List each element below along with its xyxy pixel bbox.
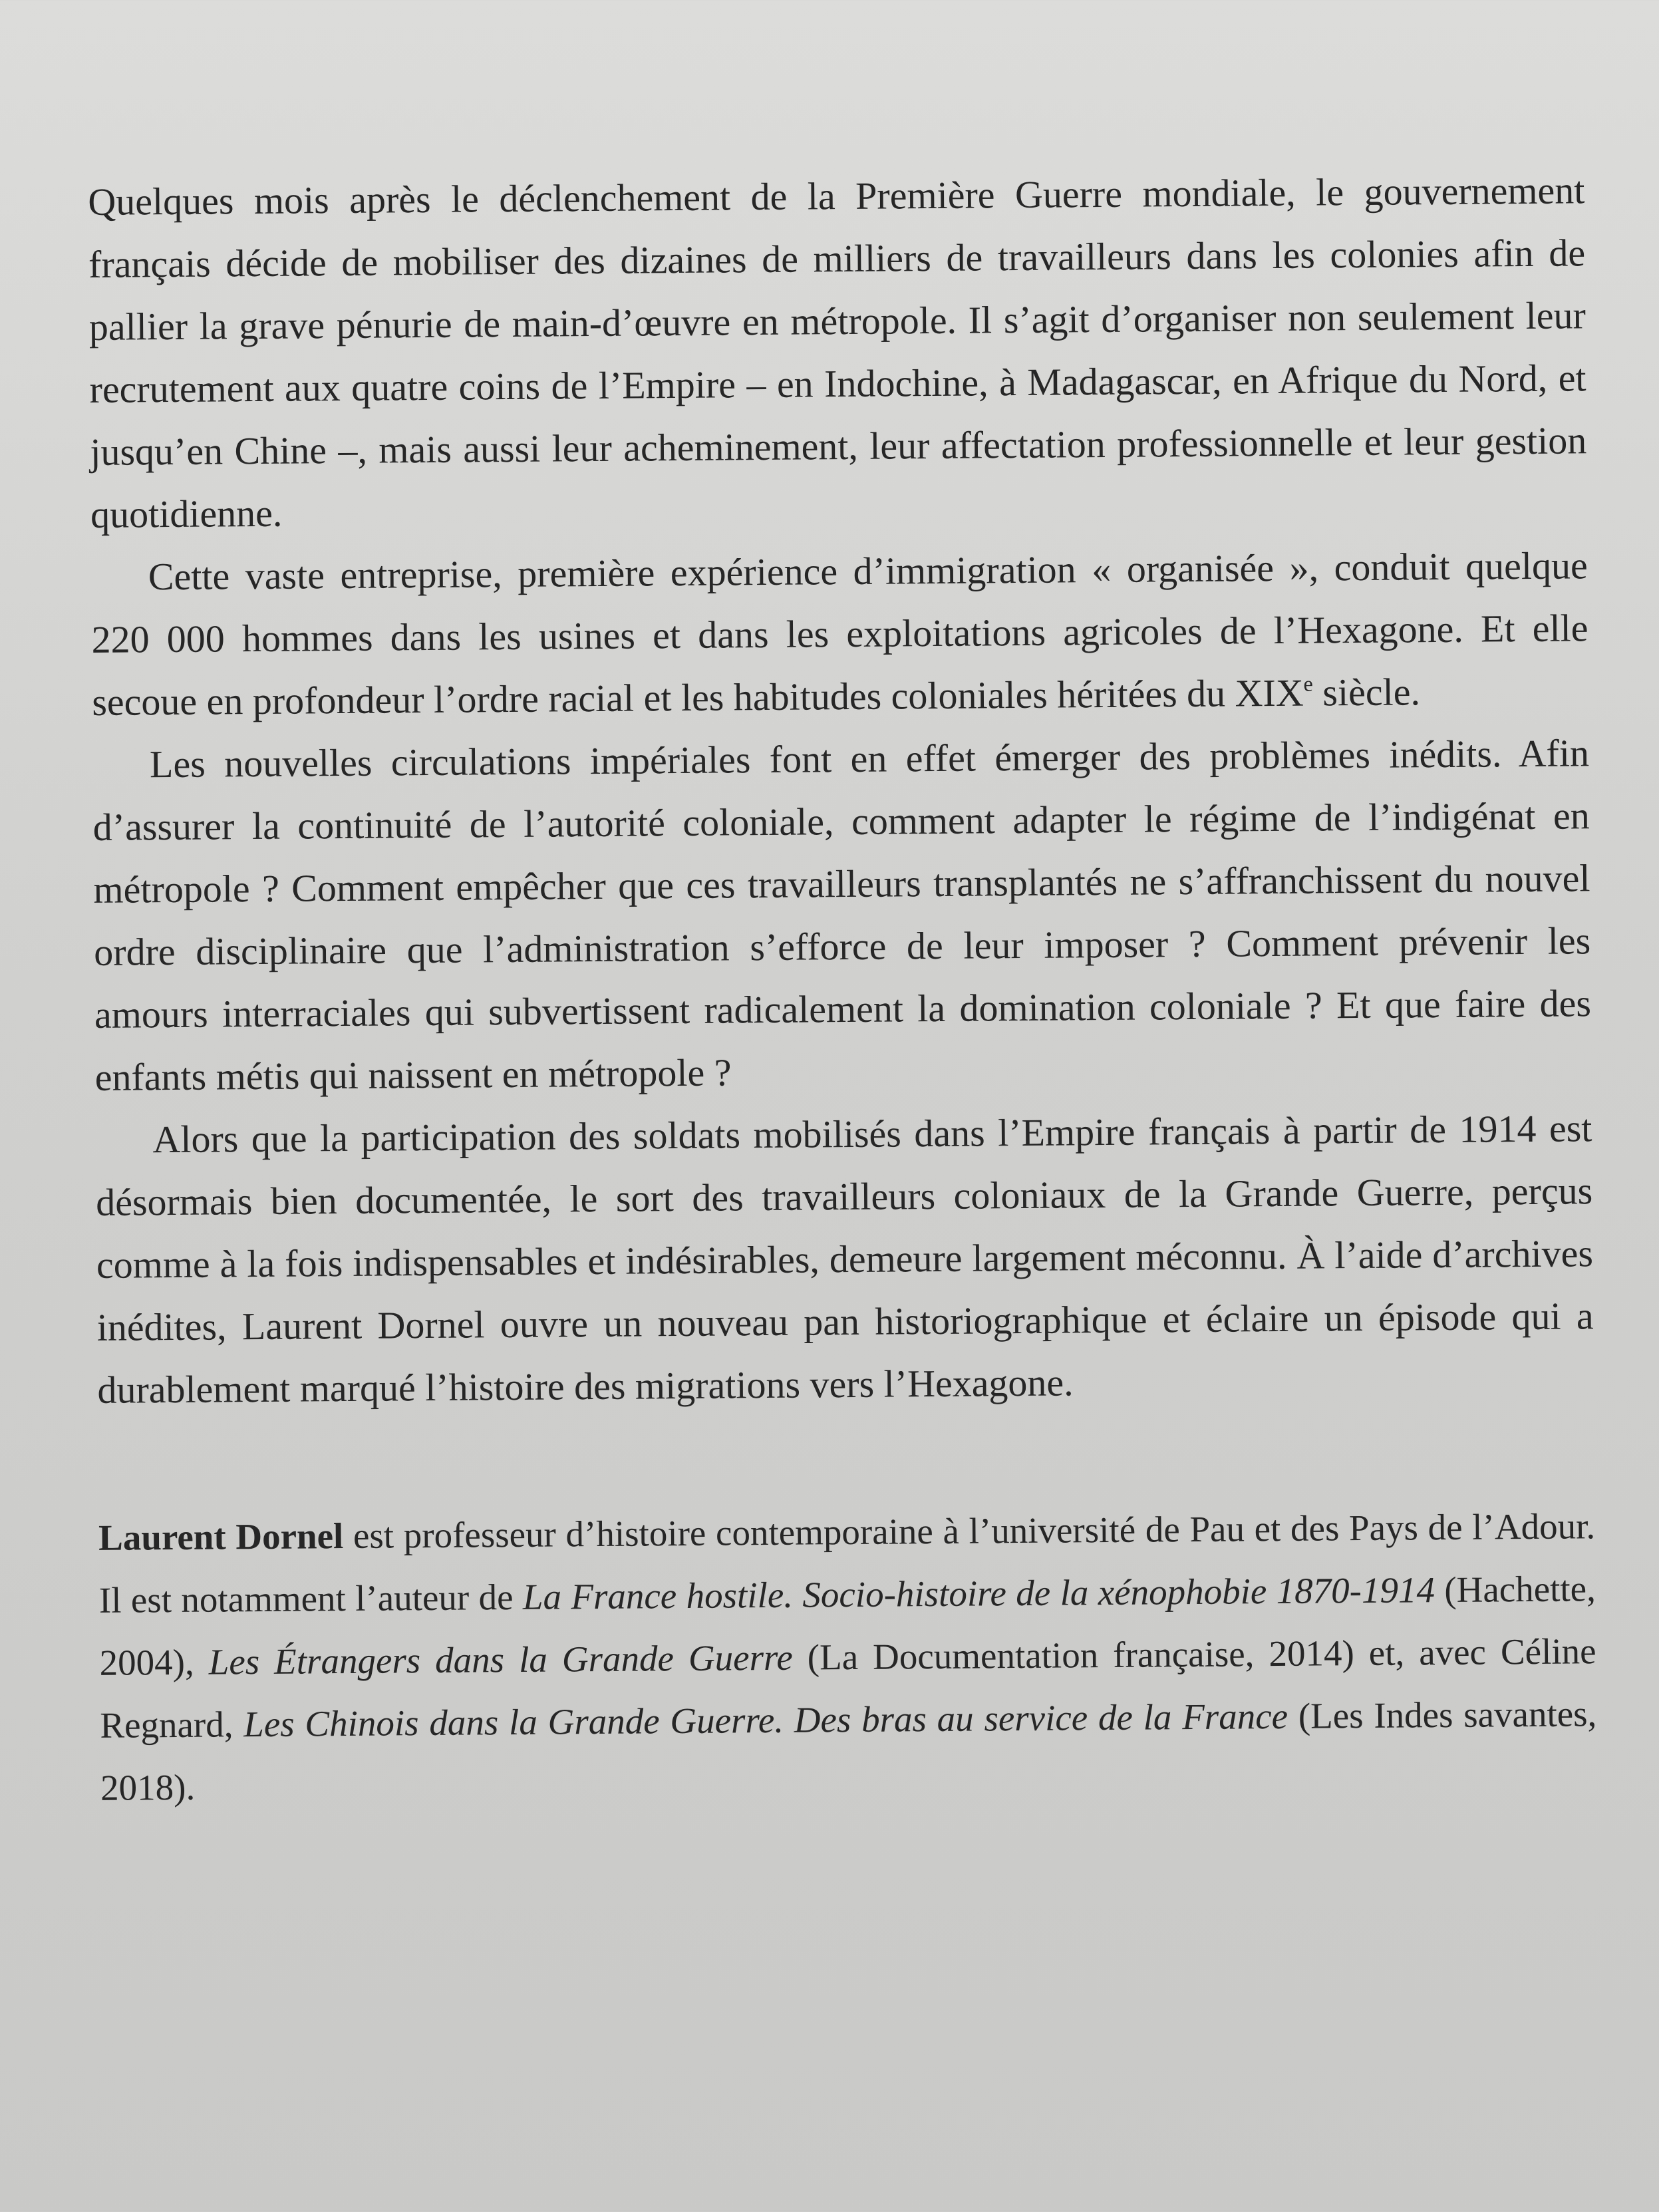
bio-text-2: (Hachette, 2004),	[99, 1568, 1596, 1683]
author-bio	[98, 1495, 1598, 1819]
paragraph-2-text: Cette vaste entreprise, première expérience d’immigration « organisée », conduit quelque 220 000 hommes dans les usines et dans les exploitations agricoles de l’Hexagone. Et elle secoue en profondeur l’ordre racial et les habitudes coloniales héritées du	[91, 544, 1588, 724]
paragraph-4: Alors que la participation des soldats mobilisés dans l’Empire français à partir de 1914 est désormais bien documentée, le sort des travailleurs coloniaux de la Grande Guerre, perçus comme à la fois indispensables et indésirables, demeure largement méconnu. À l’aide d’archives inédites, Laurent Dornel ouvre un nouveau pan historiographique et éclaire un épisode qui a durablement marqué l’histoire des migrations vers l’Hexagone.	[95, 1106, 1594, 1412]
book-title-3: Les Chinois dans la Grande Guerre. Des bras au service de la France	[243, 1695, 1288, 1745]
blurb-text	[88, 159, 1597, 1819]
century-suffix: siècle.	[1312, 670, 1421, 714]
century-superscript: e	[1303, 671, 1313, 696]
paragraph-1: Quelques mois après le déclenchement de la Première Guerre mondiale, le gouvernement français décide de mobiliser des dizaines de milliers de travailleurs dans les colonies afin de pallier la grave pénurie de main-d’œuvre en métropole. Il s’agit d’organiser non seulement leur recrutement aux quatre coins de l’Empire – en Indochine, à Madagascar, en Afrique du Nord, et jusqu’en Chine –, mais aussi leur acheminement, leur affectation professionnelle et leur gestion quotidienne.	[88, 168, 1587, 536]
paragraph-2	[90, 534, 1588, 734]
book-title-1: La France hostile. Socio-histoire de la xénophobie 1870-1914	[522, 1569, 1435, 1617]
author-name: Laurent Dornel	[98, 1515, 344, 1558]
bio-text-3: (La Documentation française, 2014) et, avec Céline Regnard,	[100, 1631, 1596, 1746]
book-title-2: Les Étrangers dans la Grande Guerre	[208, 1637, 793, 1682]
bio-text-1: est professeur d’histoire contemporaine à l’université de Pau et des Pays de l’Adour. Il est notamment l’auteur de	[98, 1505, 1596, 1621]
century-numeral: XIX	[1235, 671, 1304, 715]
paragraph-3: Les nouvelles circulations impériales font en effet émerger des problèmes inédits. Afin d’assurer la continuité de l’autorité coloniale, comment adapter le régime de l’indigénat en métropole ? Comment empêcher que ces travailleurs transplantés ne s’affranchissent du nouvel ordre disciplinaire que l’administration s’efforce de leur imposer ? Comment prévenir les amours interraciales qui subvertissent radicalement la domination coloniale ? Et que faire des enfants métis qui naissent en métropole ?	[92, 731, 1592, 1099]
bio-text-4: (Les Indes savantes, 2018).	[100, 1693, 1597, 1808]
